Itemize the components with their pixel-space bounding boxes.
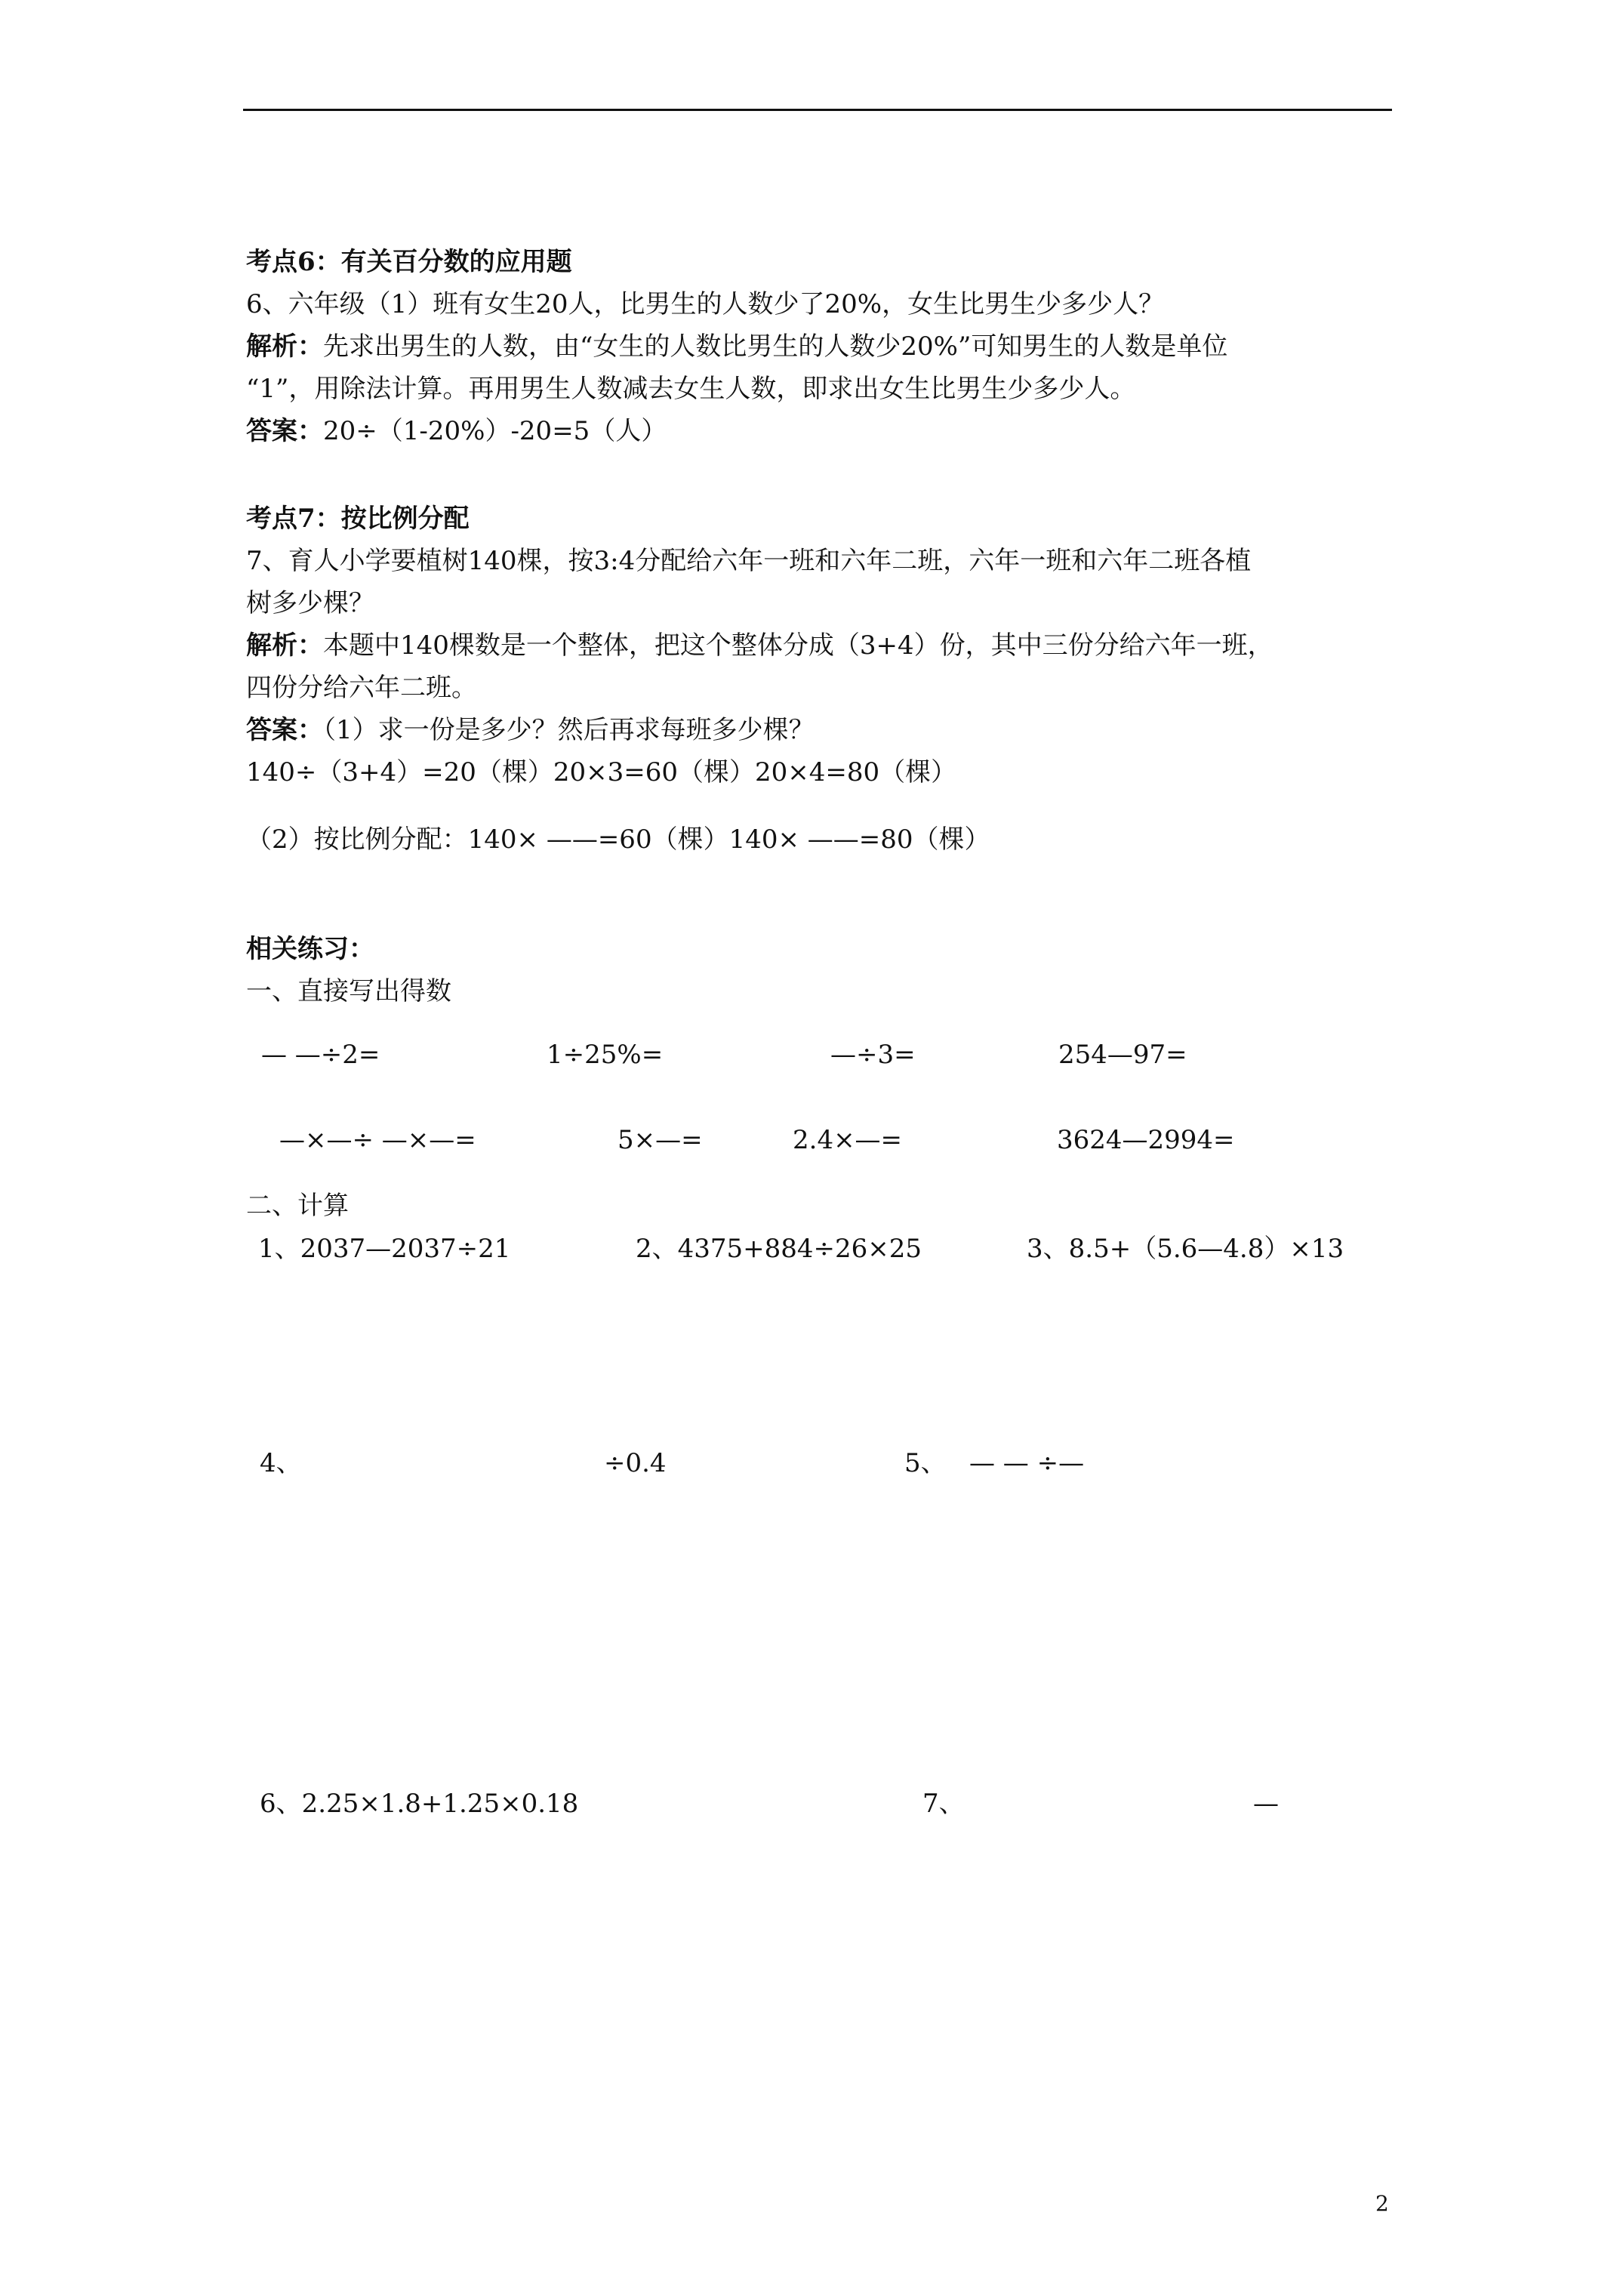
section6-analysis-line2: “1”，用除法计算。再用男生人数减去女生人数，即求出女生比男生少多少人。	[246, 374, 1136, 404]
calc-problem-7-fraction: —	[1253, 1789, 1279, 1819]
mental-math-8: 3624—2994=	[1057, 1125, 1235, 1155]
analysis-label: 解析：	[246, 630, 323, 661]
calc-problem-2: 2、4375+884÷26×25	[636, 1234, 922, 1264]
header-rule	[243, 109, 1392, 111]
section7-heading: 考点7：按比例分配	[246, 504, 470, 534]
mental-math-1: — —÷2=	[261, 1040, 380, 1070]
section7-answer-line1	[246, 713, 815, 747]
mental-math-3: —÷3=	[830, 1040, 916, 1070]
answer-text: （1）求一份是多少？然后再求每班多少棵？	[323, 715, 815, 745]
calc-problem-5-expression: — — ÷—	[969, 1448, 1085, 1478]
answer-label: 答案：	[246, 416, 323, 446]
section6-analysis-line1	[246, 330, 1227, 363]
calc-problem-1: 1、2037—2037÷21	[258, 1234, 511, 1264]
section7-answer-line3: （2）按比例分配：140× ——=60（棵）140× ——=80（棵）	[246, 824, 990, 855]
answer-label: 答案：	[246, 715, 323, 745]
section6-question: 6、六年级（1）班有女生20人，比男生的人数少了20%，女生比男生少多少人？	[246, 289, 1165, 319]
section7-analysis-line2: 四份分给六年二班。	[246, 673, 477, 703]
calc-problem-6: 6、2.25×1.8+1.25×0.18	[260, 1789, 579, 1819]
page-number: 2	[1375, 2191, 1389, 2216]
section7-answer-line2: 140÷（3+4）=20（棵）20×3=60（棵）20×4=80（棵）	[246, 757, 957, 787]
practice-part1-title: 一、直接写出得数	[246, 976, 451, 1006]
section7-question-line2: 树多少棵？	[246, 588, 374, 618]
analysis-text: 先求出男生的人数，由“女生的人数比男生的人数少20%”可知男生的人数是单位	[323, 331, 1228, 362]
calc-problem-4-expression: ÷0.4	[604, 1448, 667, 1478]
calc-problem-3: 3、8.5+（5.6—4.8）×13	[1027, 1234, 1344, 1264]
practice-part2-title: 二、计算	[246, 1191, 349, 1221]
mental-math-5: —×—÷ —×—=	[279, 1125, 476, 1155]
analysis-text: 本题中140棵数是一个整体，把这个整体分成（3+4）份，其中三份分给六年一班，	[323, 630, 1273, 661]
answer-text: 20÷（1-20%）-20=5（人）	[323, 416, 667, 446]
section7-question-line1: 7、育人小学要植树140棵，按3:4分配给六年一班和六年二班，六年一班和六年二班各植	[246, 546, 1252, 576]
section6-answer	[246, 415, 667, 448]
mental-math-6: 5×—=	[617, 1125, 703, 1155]
section6-heading: 考点6：有关百分数的应用题	[246, 247, 572, 277]
calc-problem-7-number: 7、	[922, 1789, 965, 1819]
mental-math-7: 2.4×—=	[793, 1125, 903, 1155]
mental-math-2: 1÷25%=	[547, 1040, 664, 1070]
calc-problem-4-number: 4、	[260, 1448, 302, 1478]
section7-analysis-line1	[246, 629, 1273, 662]
mental-math-4: 254—97=	[1058, 1040, 1187, 1070]
analysis-label: 解析：	[246, 331, 323, 362]
calc-problem-5-number: 5、	[904, 1448, 947, 1478]
practice-heading: 相关练习：	[246, 934, 374, 964]
